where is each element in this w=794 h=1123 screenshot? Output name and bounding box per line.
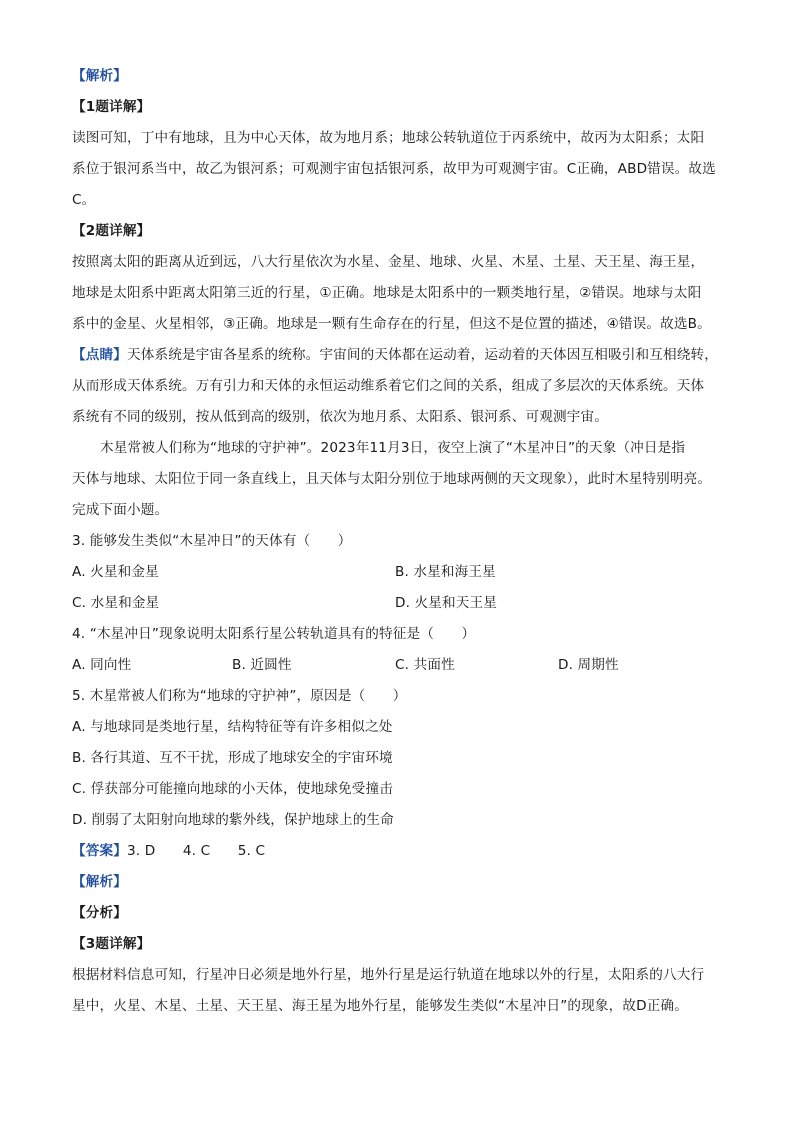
q3-option-a: A. 火星和金星	[72, 564, 159, 580]
q1-line-2: 系位于银河系当中，故乙为银河系；可观测宇宙包括银河系，故甲为可观测宇宙。C正确，ABD错误。故选	[72, 161, 716, 177]
answer-text: 3. D 4. C 5. C	[126, 843, 266, 859]
analysis-header: 【解析】	[72, 68, 127, 84]
q4-option-a: A. 同向性	[72, 657, 132, 673]
analysis-header-2: 【解析】	[72, 874, 127, 890]
answer-label: 【答案】	[72, 843, 127, 859]
q2-line-2: 地球是太阳系中距离太阳第三近的行星，①正确。地球是太阳系中的一颗类地行星，②错误。地球与太阳	[72, 285, 702, 301]
q4-stem: 4. “木星冲日”现象说明太阳系行星公转轨道具有的特征是（ ）	[72, 626, 476, 642]
q1-line-1: 读图可知，丁中有地球，且为中心天体，故为地月系；地球公转轨道位于丙系统中，故丙为太阳系；太阳	[72, 130, 705, 146]
material-line-2: 天体与地球、太阳位于同一条直线上，且天体与太阳分别位于地球两侧的天文现象），此时木星特别明亮。	[72, 471, 712, 487]
q1-detail-header: 【1题详解】	[72, 99, 151, 115]
q2-line-3: 系中的金星、火星相邻，③正确。地球是一颗有生命存在的行星，但这不是位置的描述，④错误。故选B。	[72, 316, 711, 332]
q3-detail-line-1: 根据材料信息可知，行星冲日必须是地外行星，地外行星是运行轨道在地球以外的行星，太阳系的八大行	[72, 967, 705, 983]
q3-option-b: B. 水星和海王星	[395, 564, 496, 580]
q3-detail-header: 【3题详解】	[72, 936, 151, 952]
answer-line	[72, 842, 265, 860]
q5-option-b: B. 各行其道、互不干扰，形成了地球安全的宇宙环境	[72, 750, 393, 766]
q3-option-c: C. 水星和金星	[72, 595, 160, 611]
q4-option-c: C. 共面性	[395, 657, 455, 673]
material-line-3: 完成下面小题。	[72, 502, 169, 518]
q3-detail-line-2: 星中，火星、木星、土星、天王星、海王星为地外行星，能够发生类似“木星冲日”的现象，故D正确。	[72, 998, 688, 1014]
q3-option-d: D. 火星和天王星	[395, 595, 498, 611]
q5-option-d: D. 削弱了太阳射向地球的紫外线，保护地球上的生命	[72, 812, 394, 828]
q1-line-3: C。	[72, 192, 96, 208]
q5-stem: 5. 木星常被人们称为“地球的守护神”，原因是（ ）	[72, 688, 407, 704]
material-line-1: 木星常被人们称为“地球的守护神”。2023年11月3日，夜空上演了“木星冲日”的天象（冲日是指	[100, 440, 686, 456]
q4-option-b: B. 近圆性	[232, 657, 292, 673]
tip-line-2: 从而形成天体系统。万有引力和天体的永恒运动维系着它们之间的关系，组成了多层次的天体系统。天体	[72, 378, 705, 394]
tip-line-3: 系统有不同的级别，按从低到高的级别，依次为地月系、太阳系、银河系、可观测宇宙。	[72, 409, 609, 425]
tip-first-text: 天体系统是宇宙各星系的统称。宇宙间的天体都在运动着，运动着的天体因互相吸引和互相绕转，	[126, 347, 718, 363]
q4-option-d: D. 周期性	[558, 657, 619, 673]
analysis-sub-header: 【分析】	[72, 905, 127, 921]
q2-line-1: 按照离太阳的距离从近到远，八大行星依次为水星、金星、地球、火星、木星、土星、天王星、海王星，	[72, 254, 705, 270]
q5-option-a: A. 与地球同是类地行星，结构特征等有许多相似之处	[72, 719, 393, 735]
q5-option-c: C. 俘获部分可能撞向地球的小天体，使地球免受撞击	[72, 781, 393, 797]
tip-label: 【点睛】	[72, 347, 127, 363]
q2-detail-header: 【2题详解】	[72, 223, 151, 239]
q3-stem: 3. 能够发生类似“木星冲日”的天体有（ ）	[72, 533, 352, 549]
tip-line-1	[72, 346, 718, 364]
